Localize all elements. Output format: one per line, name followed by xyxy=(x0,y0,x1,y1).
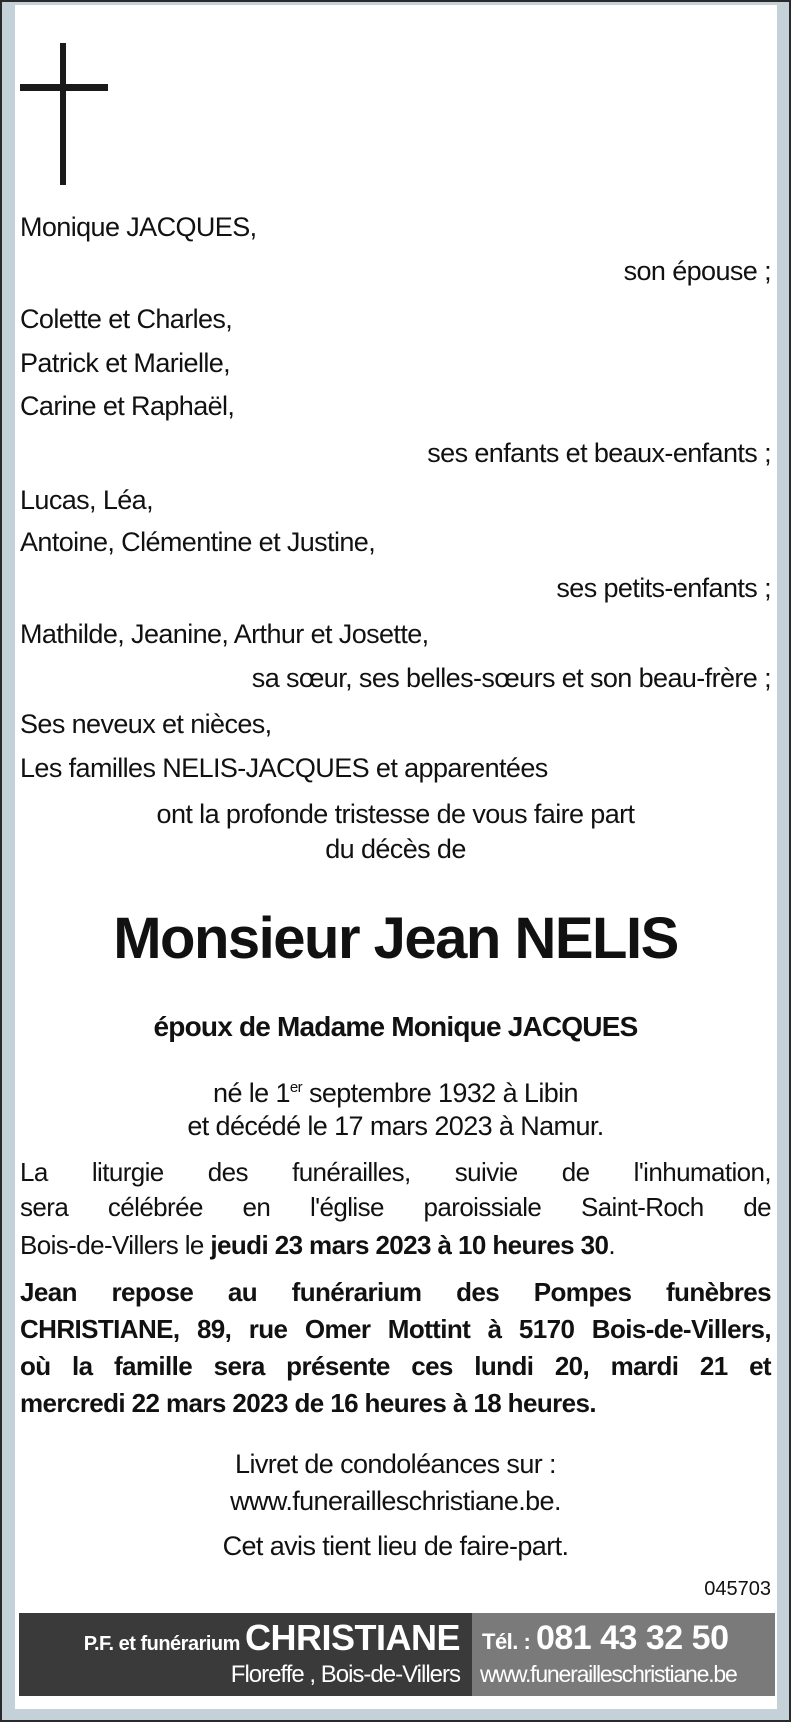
phone-label: Tél. : xyxy=(482,1629,536,1654)
announce-line: ont la profonde tristesse de vous faire part xyxy=(156,799,635,829)
liturgy-line: sera célébrée en l'église paroissiale Saint-Roch de xyxy=(20,1192,771,1222)
banner-prefix: P.F. et funérarium xyxy=(83,1633,245,1655)
condolences-label: Livret de condoléances sur : xyxy=(235,1449,556,1479)
visitation-line: où la famille sera présente ces lundi 20, mardi 21 et xyxy=(20,1351,771,1381)
nephews: Ses neveux et nièces, xyxy=(20,709,272,739)
spouse-name: Monique JACQUES, xyxy=(20,212,257,242)
liturgy-end: . xyxy=(608,1230,615,1260)
banner-website[interactable]: www.funerailleschristiane.be xyxy=(480,1661,737,1687)
banner-locations: Floreffe , Bois-de-Villers xyxy=(230,1661,460,1688)
spouse-role: son épouse ; xyxy=(623,256,771,286)
birth-sup: er xyxy=(289,1079,303,1096)
visitation-line: Jean repose au funérarium des Pompes funèbres xyxy=(20,1277,771,1307)
death-line: et décédé le 17 mars 2023 à Namur. xyxy=(187,1111,604,1141)
announce-line: du décès de xyxy=(325,834,466,864)
visitation-line: CHRISTIANE, 89, rue Omer Mottint à 5170 Bois-de-Villers, xyxy=(20,1314,771,1344)
deceased-name: Monsieur Jean NELIS xyxy=(113,906,678,971)
notice-text: Cet avis tient lieu de faire-part. xyxy=(222,1531,569,1561)
grandchildren-role: ses petits-enfants ; xyxy=(556,573,771,603)
birth-text: né le 1 xyxy=(213,1078,290,1108)
liturgy-line xyxy=(20,1225,771,1265)
grandchild-line: Antoine, Clémentine et Justine, xyxy=(20,527,376,557)
birth-text-end: septembre 1932 à Libin xyxy=(302,1078,578,1108)
siblings-role: sa sœur, ses belles-sœurs et son beau-frère ; xyxy=(251,663,771,693)
child-line: Colette et Charles, xyxy=(20,304,233,334)
condolences-url[interactable]: www.funerailleschristiane.be. xyxy=(230,1486,561,1516)
liturgy-line: La liturgie des funérailles, suivie de l'inhumation, xyxy=(20,1157,771,1187)
siblings: Mathilde, Jeanine, Arthur et Josette, xyxy=(20,619,429,649)
child-line: Carine et Raphaël, xyxy=(20,391,235,421)
banner-title xyxy=(84,1617,460,1659)
grandchild-line: Lucas, Léa, xyxy=(20,485,154,515)
phone-number: 081 43 32 50 xyxy=(535,1619,729,1657)
banner-phone xyxy=(482,1619,728,1658)
children-role: ses enfants et beaux-enfants ; xyxy=(427,438,771,468)
banner-contact-panel xyxy=(472,1613,775,1696)
families: Les familles NELIS-JACQUES et apparentées xyxy=(20,753,548,783)
banner-brand-panel xyxy=(19,1613,472,1696)
liturgy-date: jeudi 23 mars 2023 à 10 heures 30 xyxy=(210,1230,609,1260)
liturgy-text: Bois-de-Villers le xyxy=(20,1230,211,1260)
child-line: Patrick et Marielle, xyxy=(20,348,231,378)
funeral-home-banner xyxy=(19,1613,775,1696)
cross-vertical xyxy=(60,43,66,185)
banner-brand: CHRISTIANE xyxy=(244,1617,460,1658)
visitation-line: mercredi 22 mars 2023 de 16 heures à 18 heures. xyxy=(20,1388,596,1418)
spouse-of: époux de Madame Monique JACQUES xyxy=(153,1011,638,1042)
cross-horizontal xyxy=(20,84,108,91)
reference-number: 045703 xyxy=(704,1578,771,1600)
